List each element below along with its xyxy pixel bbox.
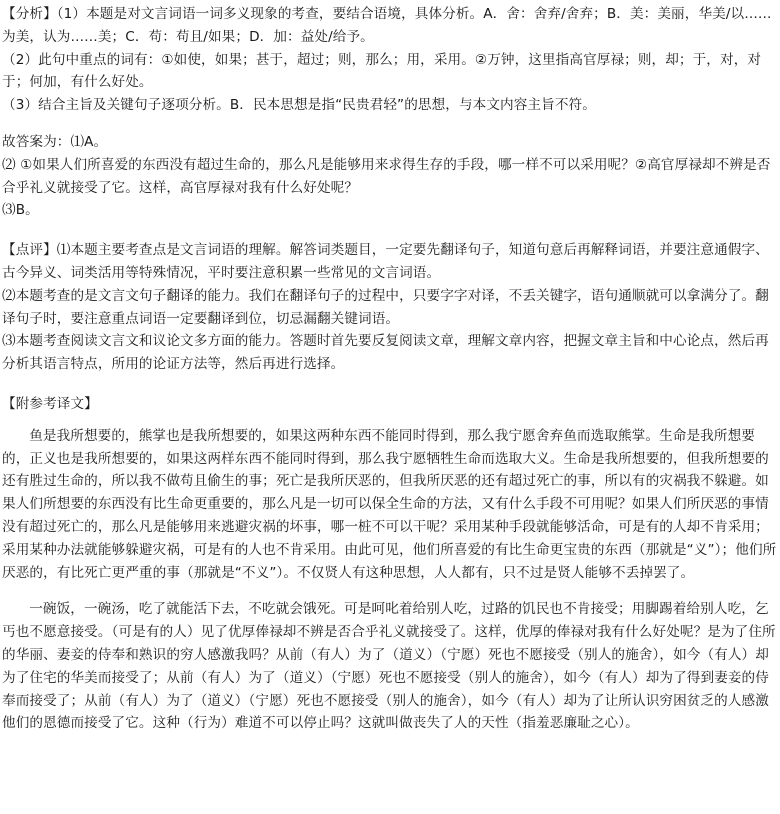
comment-paragraph-2: ⑵本题考查的是文言文句子翻译的能力。我们在翻译句子的过程中，只要字字对译，不丢关键字，语句通顺就可以拿满分了。翻译句子时，要注意重点词语一定要翻译到位，切忌漏翻关键词语。 xyxy=(2,287,769,327)
spacer xyxy=(2,376,778,393)
translation-paragraph-2: 一碗饭，一碗汤，吃了就能活下去，不吃就会饿死。可是呵叱着给别人吃，过路的饥民也不肯接受；用脚踢着给别人吃，乞丐也不愿意接受。（可是有的人）见了优厚俸禄却不辨是否合乎礼义就接受了。这样，优厚的俸禄对我有什么好处呢？是为了住所的华丽、妻妾的侍奉和熟识的穷人感激我吗？从前（有人）为了（道义）（宁愿）死也不愿接受（别人的施舍），如今（有人）却为了住宅的华美而接受了；从前（有人）为了（道义）（宁愿）死也不愿接受（别人的施舍），如今（有人）却为了得到妻妾的侍奉而接受了；从前（有人）为了（道义）（宁愿）死也不愿接受（别人的施舍），如今（有人）却为了让所认识穷困贫乏的人感激他们的恩德而接受了它。这种（行为）难道不可以停止吗？这就叫做丧失了人的天性（指羞恶廉耻之心）。 xyxy=(2,601,776,732)
translation-paragraph-1: 鱼是我所想要的，熊掌也是我所想要的，如果这两种东西不能同时得到，那么我宁愿舍弃鱼而选取熊掌。生命是我所想要的，正义也是我所想要的，如果这两样东西不能同时得到，那么我宁愿牺牲生命而选取大义。生命是我所想要的，但我所想要的还有胜过生命的，所以我不做苟且偷生的事；死亡是我所厌恶的，但我所厌恶的还有超过死亡的事，所以有的灾祸我不躲避。如果人们所想要的东西没有比生命更重要的，那么凡是一切可以保全生命的方法，又有什么手段不可用呢？如果人们所厌恶的事情没有超过死亡的，那么凡是能够用来逃避灾祸的坏事，哪一桩不可以干呢？采用某种手段就能够活命，可是有的人却不肯采用；采用某种办法就能够躲避灾祸，可是有的人也不肯采用。由此可见，他们所喜爱的有比生命更宝贵的东西（那就是“义”）；他们所厌恶的，有比死亡更严重的事（那就是“不义”）。不仅贤人有这种思想，人人都有，只不过是贤人能够不丢掉罢了。 xyxy=(2,427,777,581)
comment-paragraph-3: ⑶本题考查阅读文言文和议论文多方面的能力。答题时首先要反复阅读文章，理解文章内容，把握文章主旨和中心论点，然后再分析其语言特点，所用的论证方法等，然后再进行选择。 xyxy=(2,333,769,373)
spacer xyxy=(2,117,778,131)
answer-line-1: 故答案为：⑴A。 xyxy=(2,133,108,150)
answer-line-3: ⑶B。 xyxy=(2,202,39,219)
comment-paragraph-1: 【点评】⑴本题主要考查点是文言词语的理解。解答词类题目，一定要先翻译句子，知道句意后再解释词语，并要注意通假字、古今异义、词类活用等特殊情况，平时要注意积累一些常见的文言词语。 xyxy=(2,242,769,281)
analysis-paragraph-3: （3）结合主旨及关键句子逐项分析。B．民本思想是指“民贵君轻”的思想，与本文内容主旨不符。 xyxy=(2,97,596,114)
analysis-paragraph-1: 【分析】（1）本题是对文言词语一词多义现象的考查，要结合语境，具体分析。A．舍：舍弃/舍弃；B．美：美丽，华美/以……为美，认为……美；C．苟：苟且/如果；D．加：益处/给予。 xyxy=(2,6,772,45)
spacer xyxy=(2,222,778,239)
answer-line-2: ⑵ ①如果人们所喜爱的东西没有超过生命的，那么凡是能够用来求得生存的手段，哪一样不可以采用呢？②高官厚禄却不辨是否合乎礼义就接受了它。这样，高官厚禄对我有什么好处呢？ xyxy=(2,156,771,196)
analysis-paragraph-2: （2）此句中重点的词有：①如使，如果；甚于，超过；则，那么；用，采用。②万钟，这里指高官厚禄；则，却；于，对，对于；何加，有什么好处。 xyxy=(2,51,762,91)
spacer xyxy=(2,416,778,425)
translation-heading: 【附参考译文】 xyxy=(2,395,98,412)
spacer xyxy=(2,584,778,598)
